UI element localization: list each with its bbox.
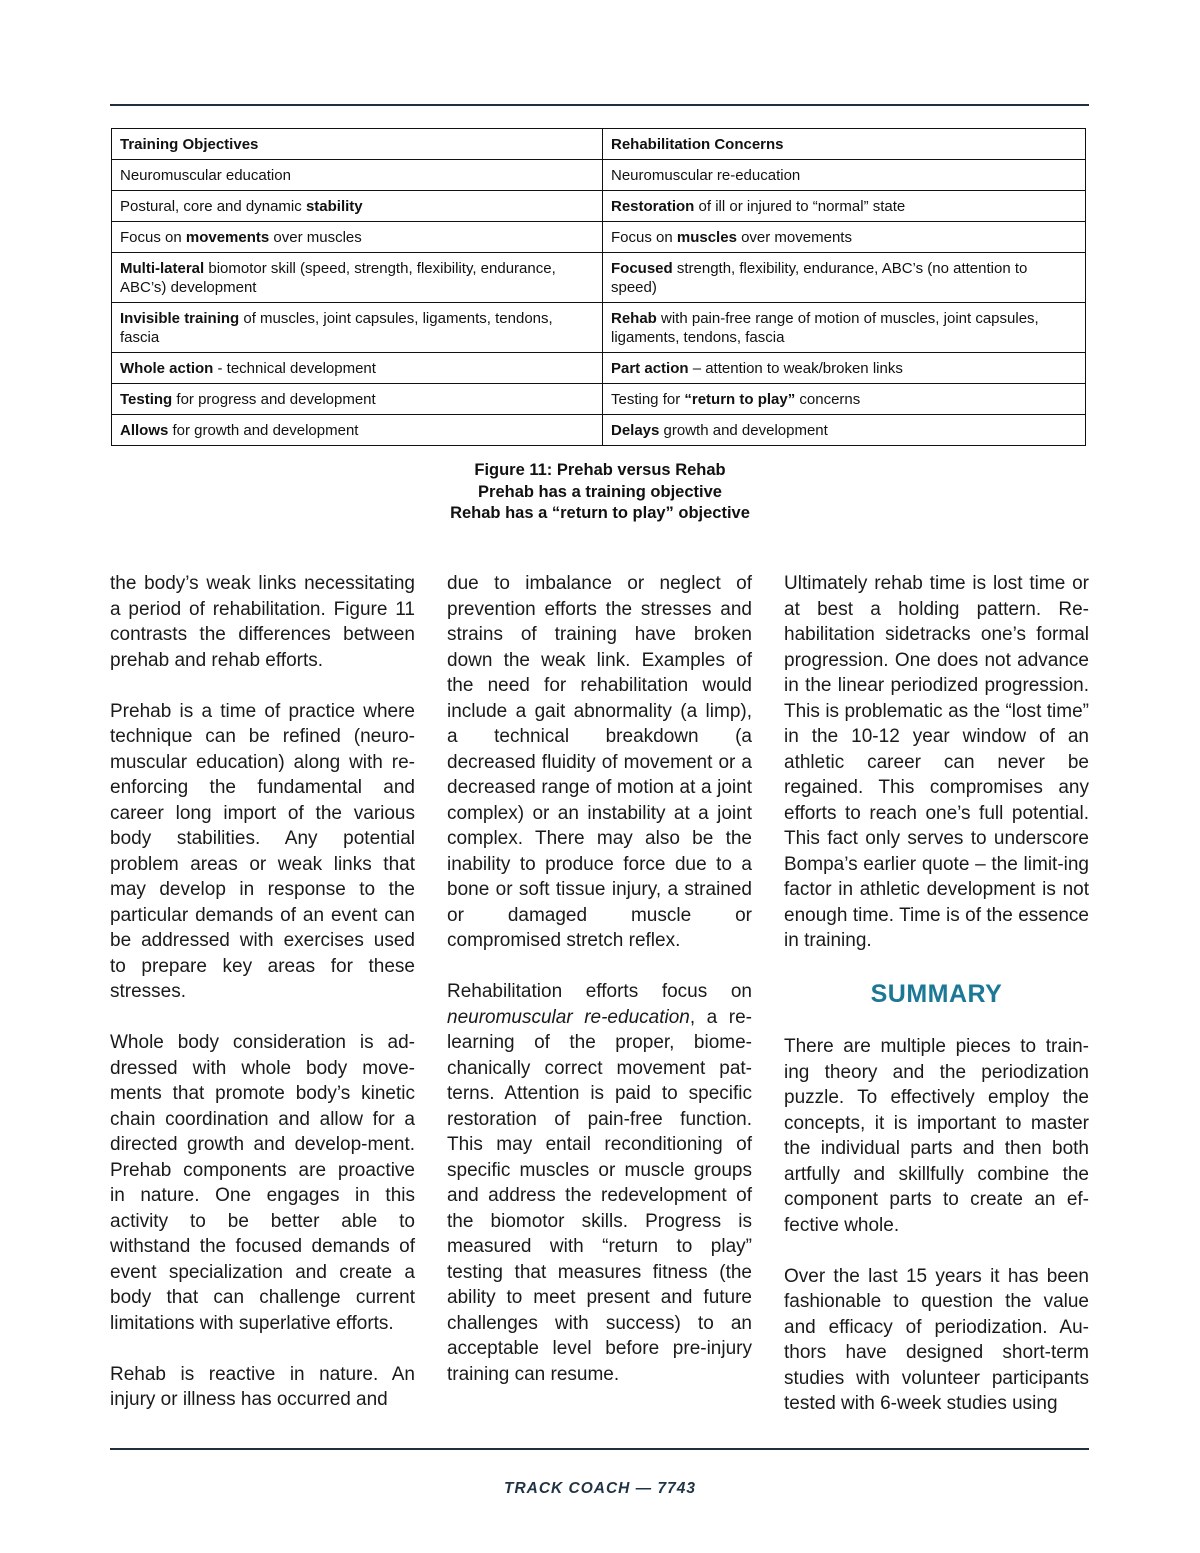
paragraph: Ultimately rehab time is lost time or at best a holding pattern. Re-habilitation sidetracks one’s formal progression. One does not advance in the linear periodized progression. This is problematic as the “lost time” in the 10-12 year window of an athletic career can never be regained. This compromises any efforts to reach one’s full potential. This fact only serves to underscore Bompa’s earlier quote – the limit-ing factor in athletic development is not enough time. Time is of the essence in training. — [784, 573, 1089, 951]
table-cell: Testing for progress and development — [112, 384, 603, 415]
table-cell: Testing for “return to play” concerns — [603, 384, 1086, 415]
table-row — [112, 160, 1086, 191]
table-cell: Multi-lateral biomotor skill (speed, strength, flexibility, endurance, ABC’s) development — [112, 253, 603, 303]
bottom-rule — [110, 1448, 1089, 1450]
table-row — [112, 253, 1086, 303]
table-header-row — [112, 129, 1086, 160]
emphasis-term: neuromuscular re-education — [447, 1006, 690, 1028]
paragraph: due to imbalance or neglect of prevention efforts the stresses and strains of training have broken down the weak link. Examples of the need for rehabilitation would include a gait abnormality (a limp), a technical breakdown (a decreased fluidity of movement or a decreased range of motion at a joint complex) or an instability at a joint complex. There may also be the inability to produce force due to a bone or soft tissue injury, a strained or damaged muscle or compromised stretch reflex. — [447, 573, 752, 951]
paragraph: There are multiple pieces to train-ing theory and the periodization puzzle. To effectively employ the concepts, it is important to master the individual parts and then both artfully and skillfully combine the component parts to create an ef-fective whole. — [784, 1036, 1089, 1236]
table-row — [112, 384, 1086, 415]
table-cell: Postural, core and dynamic stability — [112, 191, 603, 222]
table-cell: Neuromuscular re-education — [603, 160, 1086, 191]
table-cell: Part action – attention to weak/broken links — [603, 353, 1086, 384]
table-cell: Rehab with pain-free range of motion of muscles, joint capsules, ligaments, tendons, fascia — [603, 303, 1086, 353]
table-cell: Delays growth and development — [603, 415, 1086, 446]
figure-subtitle-prehab: Prehab has a training objective — [478, 482, 722, 501]
figure-title: Figure 11: Prehab versus Rehab — [474, 461, 726, 479]
table-row — [112, 303, 1086, 353]
table-row — [112, 353, 1086, 384]
table-cell: Allows for growth and development — [112, 415, 603, 446]
text-column-1 — [110, 571, 415, 1438]
paragraph: Whole body consideration is ad-dressed with whole body move-ments that promote body’s kinetic chain coordination and allow for a directed growth and develop-ment. Prehab components are proactive in nature. One engages in this activity to be better able to withstand the focused demands of event specialization and create a body that can challenge current limitations with superlative efforts. — [110, 1032, 415, 1334]
table-cell: Focus on muscles over movements — [603, 222, 1086, 253]
figure-caption — [300, 460, 900, 525]
paragraph: Rehabilitation efforts focus on neuromuscular re-education, a re-learning of the proper, biome-chanically correct movement pat-terns. Attention is paid to specific restoration of pain-free function. This may entail reconditioning of specific muscles or muscle groups and address the redevelopment of the biomotor skills. Progress is measured with “return to play” testing that measures fitness (the ability to meet present and future challenges with success) to an acceptable level before pre-injury training can resume. — [447, 981, 752, 1385]
paragraph: Over the last 15 years it has been fashionable to question the value and efficacy of periodization. Au-thors have designed short-term studies with volunteer participants tested with 6-week studies using — [784, 1265, 1089, 1414]
header-training-objectives: Training Objectives — [112, 129, 603, 160]
table-cell: Restoration of ill or injured to “normal” state — [603, 191, 1086, 222]
table-cell: Focused strength, flexibility, endurance, ABC’s (no attention to speed) — [603, 253, 1086, 303]
table-cell: Focus on movements over muscles — [112, 222, 603, 253]
paragraph: Rehab is reactive in nature. An injury or illness has occurred and — [110, 1363, 415, 1410]
table-cell: Neuromuscular education — [112, 160, 603, 191]
prehab-rehab-table — [111, 128, 1086, 446]
text-column-3 — [784, 571, 1089, 1442]
table-cell: Invisible training of muscles, joint capsules, ligaments, tendons, fascia — [112, 303, 603, 353]
header-rehabilitation-concerns: Rehabilitation Concerns — [603, 129, 1086, 160]
summary-heading: SUMMARY — [870, 980, 1003, 1008]
table-cell: Whole action - technical development — [112, 353, 603, 384]
figure-subtitle-rehab: Rehab has a “return to play” objective — [450, 504, 750, 522]
table-row — [112, 415, 1086, 446]
table-row — [112, 191, 1086, 222]
top-rule — [110, 104, 1089, 106]
text-column-2 — [447, 571, 752, 1413]
table-row — [112, 222, 1086, 253]
paragraph: the body’s weak links necessitating a period of rehabilitation. Figure 11 contrasts the differences between prehab and rehab efforts. — [110, 573, 415, 671]
paragraph: Prehab is a time of practice where technique can be refined (neuro-muscular education) along with re-enforcing the fundamental and career long import of the various body stabilities. Any potential problem areas or weak links that may develop in response to the particular demands of an event can be addressed with exercises used to prepare key areas for these stresses. — [110, 700, 415, 1002]
page-footer: TRACK COACH — 7743 — [504, 1480, 696, 1497]
